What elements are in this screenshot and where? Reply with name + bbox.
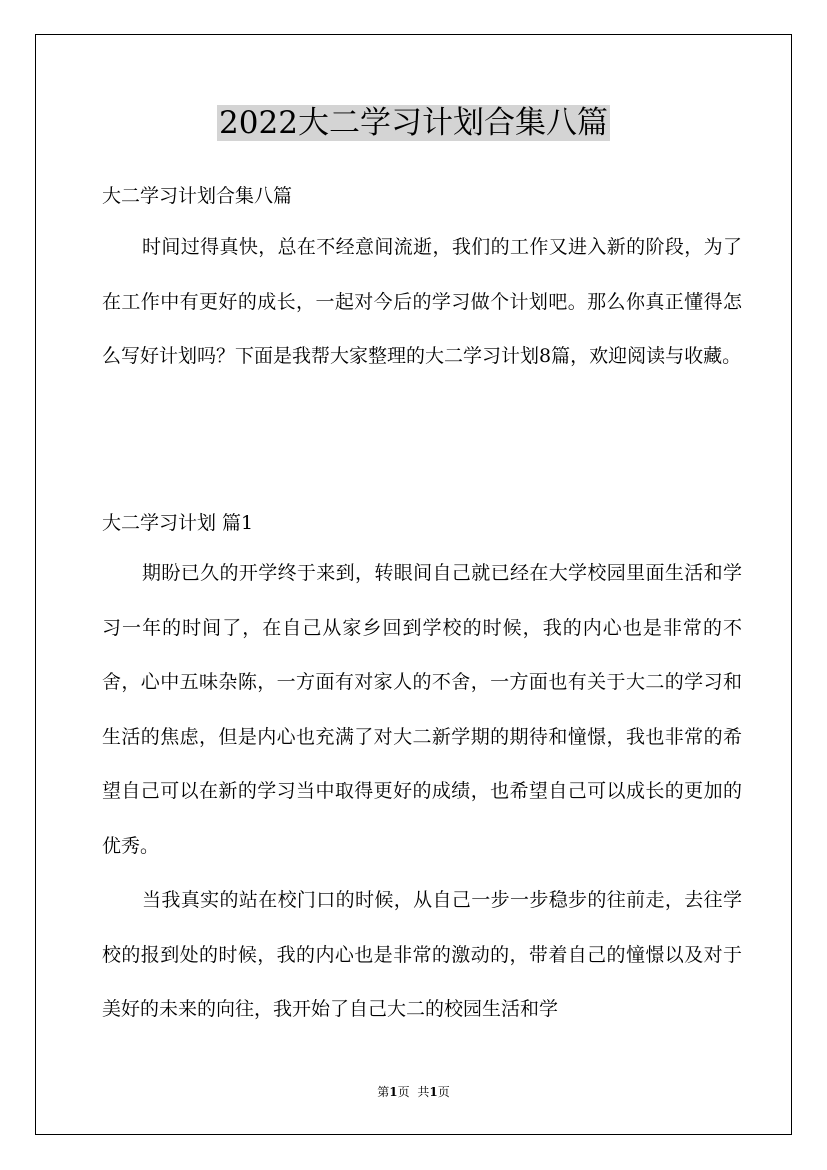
total-label-suffix: 页: [437, 1085, 450, 1099]
page-footer: [0, 1083, 827, 1100]
page-number: 1: [389, 1085, 398, 1099]
section-heading: 大二学习计划 篇1: [102, 512, 254, 534]
page-label-suffix: 页: [397, 1085, 410, 1099]
body-paragraph-2: 当我真实的站在校门口的时候，从自己一步一步稳步的往前走，去往学校的报到处的时候，我的内心也是非常的激动的，带着自己的憧憬以及对于美好的未来的向往，我开始了自己大二的校园生活和学: [102, 889, 742, 1020]
total-label-prefix: 共: [417, 1085, 430, 1099]
body-paragraph-1: 期盼已久的开学终于来到，转眼间自己就已经在大学校园里面生活和学习一年的时间了，在自己从家乡回到学校的时候，我的内心也是非常的不舍，心中五味杂陈，一方面有对家人的不舍，一方面也有关于大二的学习和生活的焦虑，但是内心也充满了对大二新学期的期待和憧憬，我也非常的希望自己可以在新的学习当中取得更好的成绩，也希望自己可以成长的更加的优秀。: [102, 562, 742, 857]
page-label-prefix: 第: [377, 1085, 390, 1099]
document-subtitle: 大二学习计划合集八篇: [102, 185, 293, 207]
document-title: [0, 103, 827, 143]
document-title-text: 2022大二学习计划合集八篇: [219, 105, 608, 141]
intro-paragraph: 时间过得真快，总在不经意间流逝，我们的工作又进入新的阶段，为了在工作中有更好的成长，一起对今后的学习做个计划吧。那么你真正懂得怎么写好计划吗？下面是我帮大家整理的大二学习计划8篇，欢迎阅读与收藏。: [102, 236, 742, 367]
total-pages: 1: [429, 1085, 438, 1099]
